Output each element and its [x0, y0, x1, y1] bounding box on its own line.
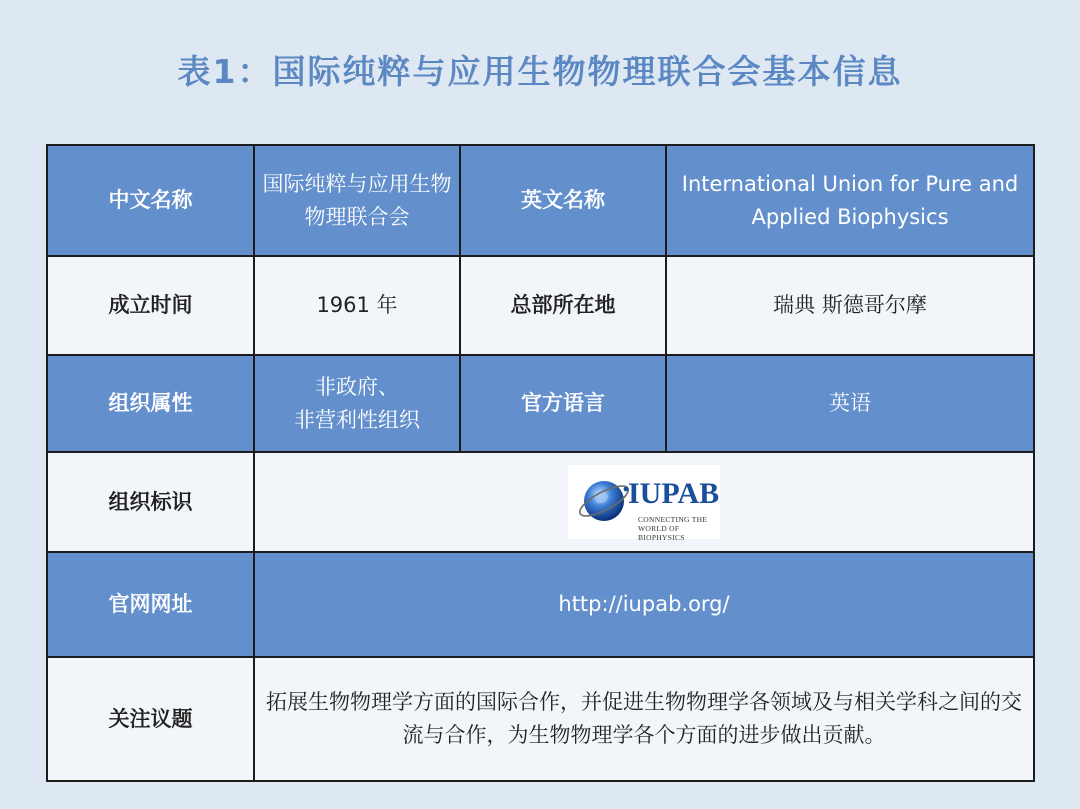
- value-focus-topics: 拓展生物物理学方面的国际合作，并促进生物物理学各领域及与相关学科之间的交流与合作，为生物物理学各个方面的进步做出贡献。: [254, 657, 1034, 781]
- logo-tagline-line2: WORLD OF BIOPHYSICS: [638, 524, 685, 542]
- value-website[interactable]: http://iupab.org/: [254, 552, 1034, 657]
- value-english-name: International Union for Pure and Applied Biophysics: [666, 145, 1034, 256]
- table-row: [47, 145, 1034, 256]
- value-official-language: 英语: [666, 355, 1034, 452]
- logo-wordmark: IUPAB: [628, 477, 720, 510]
- value-founded: 1961 年: [254, 256, 460, 355]
- value-org-type-line1: 非政府、: [315, 374, 399, 399]
- iupab-logo: [568, 465, 720, 542]
- label-focus-topics: 关注议题: [47, 657, 254, 781]
- logo-cell: [254, 452, 1034, 552]
- value-org-type: [254, 355, 460, 452]
- label-official-language: 官方语言: [460, 355, 666, 452]
- value-chinese-name: 国际纯粹与应用生物物理联合会: [254, 145, 460, 256]
- table-row: [47, 552, 1034, 657]
- label-english-name: 英文名称: [460, 145, 666, 256]
- table-row: [47, 657, 1034, 781]
- value-headquarters: 瑞典 斯德哥尔摩: [666, 256, 1034, 355]
- info-table: [46, 144, 1035, 782]
- label-logo: 组织标识: [47, 452, 254, 552]
- table-row: [47, 355, 1034, 452]
- label-website: 官网网址: [47, 552, 254, 657]
- label-chinese-name: 中文名称: [47, 145, 254, 256]
- page-title: 表1：国际纯粹与应用生物物理联合会基本信息: [177, 52, 903, 91]
- label-org-type: 组织属性: [47, 355, 254, 452]
- label-headquarters: 总部所在地: [460, 256, 666, 355]
- logo-tagline: [638, 515, 720, 542]
- logo-tagline-line1: CONNECTING THE: [638, 515, 708, 524]
- label-founded: 成立时间: [47, 256, 254, 355]
- table-row: [47, 452, 1034, 552]
- table-row: [47, 256, 1034, 355]
- value-org-type-line2: 非营利性组织: [294, 407, 420, 432]
- globe-icon: [576, 471, 634, 529]
